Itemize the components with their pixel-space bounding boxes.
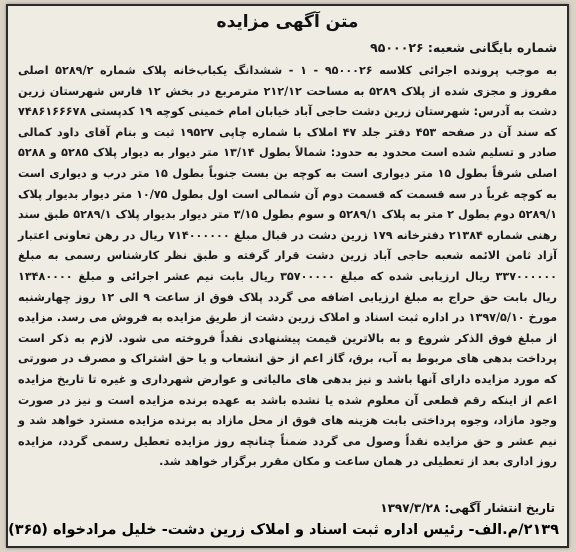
notice-footer: ۲۱۳۹/م.الف- رئیس اداره ثبت اسناد و املاک زرین دشت- خلیل مرادخواه (۳۶۵) — [8, 522, 559, 538]
notice-title: متن آگهی مزایده — [216, 12, 359, 32]
archive-number: شماره بایگانی شعبه: ۹۵۰۰۰۲۶ — [370, 40, 557, 55]
notice-page — [6, 4, 569, 548]
notice-body: به موجب پرونده اجرائی کلاسه ۹۵۰۰۰۲۶ - ۱ - ششدانگ یکباب‌خانه پلاک شماره ۵۲۸۹/۲ اصلی مفروز و مجزی شده از پلاک ۵۲۸۹ به مساحت ۲۱۲/۱۲ مترمربع در بخش ۱۲ فارس شهرستان زرین دشت به آدرس: شهرستان زرین دشت حاجی آباد خیابان امام خمینی کوچه ۱۹ کدپستی ۷۴۸۶۱۶۶۶۷۸ که سند آن در صفحه ۴۵۳ دفتر جلد ۴۷ املاک با شماره چاپی ۱۹۵۲۷ ثبت و بنام آقای داود کمالی صادر و تسلیم شده است محدود به حدود: شمالاً بطول ۱۳/۱۴ متر دیوار به دیوار پلاک ۵۲۸۵ و ۵۲۸۸ اصلی شرقاً بطول ۱۵ متر دیواری است به کوچه بن بست جنوباً بطول ۱۵ متر درب و دیواری است به کوچه غرباً در سه قسمت که قسمت دوم آن شمالی است اول بطول ۱۰/۷۵ متر دیوار بدیوار پلاک ۵۲۸۹/۱ دوم بطول ۲ متر به پلاک ۵۲۸۹/۱ و سوم بطول ۳/۱۵ متر دیوار بدیوار پلاک ۵۲۸۹/۱ طبق سند رهنی شماره ۲۱۳۸۴ دفترخانه ۱۷۹ زرین دشت در قبال مبلغ ۷۱۴۰۰۰۰۰۰ ریال در رهن تعاونی اعتبار آزاد ثامن الائمه شعبه حاجی آباد زرین دشت قرار گرفته و طبق نظر کارشناس رسمی به مبلغ ۳۳۷۰۰۰۰۰۰ ریال ارزیابی شده که مبلغ ۳۵۷۰۰۰۰۰ ریال بابت نیم عشر اجرائی و مبلغ ۱۳۴۸۰۰۰۰ ریال بابت حق حراج به مبلغ ارزیابی اضافه می گردد پلاک فوق از ساعت ۹ الی ۱۲ روز چهارشنبه مورخ ۱۳۹۷/۵/۱۰ در اداره ثبت اسناد و املاک زرین دشت از طریق مزایده به فروش می رسد. مزایده از مبلغ فوق الذکر شروع و به بالاترین قیمت پیشنهادی نقداً فروخته می شود. لازم به ذکر است پرداخت بدهی های مربوط به آب، برق، گاز اعم از حق انشعاب و یا حق اشتراک و مصرف در صورتی که مورد مزایده دارای آنها باشد و نیز بدهی های مالیاتی و عوارض شهرداری و غیره تا تاریخ مزایده اعم از اینکه رقم قطعی آن معلوم شده یا نشده باشد به عهده برنده مزایده است و نیز در صورت وجود مازاد، وجوه پرداختی بابت هزینه های فوق از محل مازاد به برنده مزایده مسترد خواهد شد و نیم عشر و حق مزایده نقداً وصول می گردد ضمناً چنانچه روز مزایده تعطیل رسمی گردد، مزایده روز اداری بعد از تعطیلی در همان ساعت و مکان مقرر برگزار خواهد شد. — [18, 64, 558, 469]
publication-date: تاریخ انتشار آگهی: ۱۳۹۷/۳/۲۸ — [380, 501, 555, 515]
